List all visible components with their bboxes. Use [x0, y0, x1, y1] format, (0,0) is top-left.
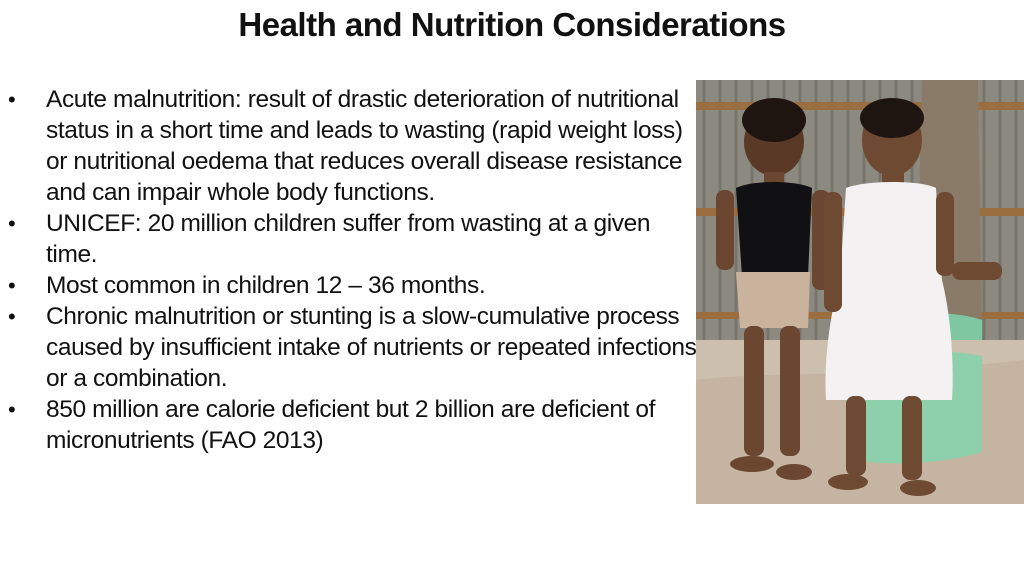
bullet-item: [0, 270, 700, 301]
bullet-item: [0, 394, 700, 456]
bullet-dot: •: [8, 304, 16, 329]
children-photo-illustration: [696, 80, 1024, 504]
bullet-text: 850 million are calorie deficient but 2 billion are deficient of micronutrients (FAO 2013): [46, 396, 656, 454]
bullet-item: [0, 208, 700, 270]
bullet-item: [0, 84, 700, 208]
children-photo: [696, 80, 1024, 504]
bullet-text: Most common in children 12 – 36 months.: [46, 272, 486, 299]
bullet-list: [0, 84, 700, 456]
bullet-dot: •: [8, 87, 16, 112]
bullet-dot: •: [8, 211, 16, 236]
bullet-text: Chronic malnutrition or stunting is a slow-cumulative process caused by insufficient intake of nutrients or repeated infections or a combination.: [46, 303, 697, 392]
bullet-dot: •: [8, 397, 16, 422]
bullet-text: UNICEF: 20 million children suffer from wasting at a given time.: [46, 210, 651, 268]
bullet-dot: •: [8, 273, 16, 298]
bullet-text: Acute malnutrition: result of drastic deterioration of nutritional status in a short time and leads to wasting (rapid weight loss) or nutritional oedema that reduces overall disease resistance and can impair whole body functions.: [46, 86, 683, 206]
slide-title: Health and Nutrition Considerations: [238, 6, 786, 43]
bullet-item: [0, 301, 700, 394]
